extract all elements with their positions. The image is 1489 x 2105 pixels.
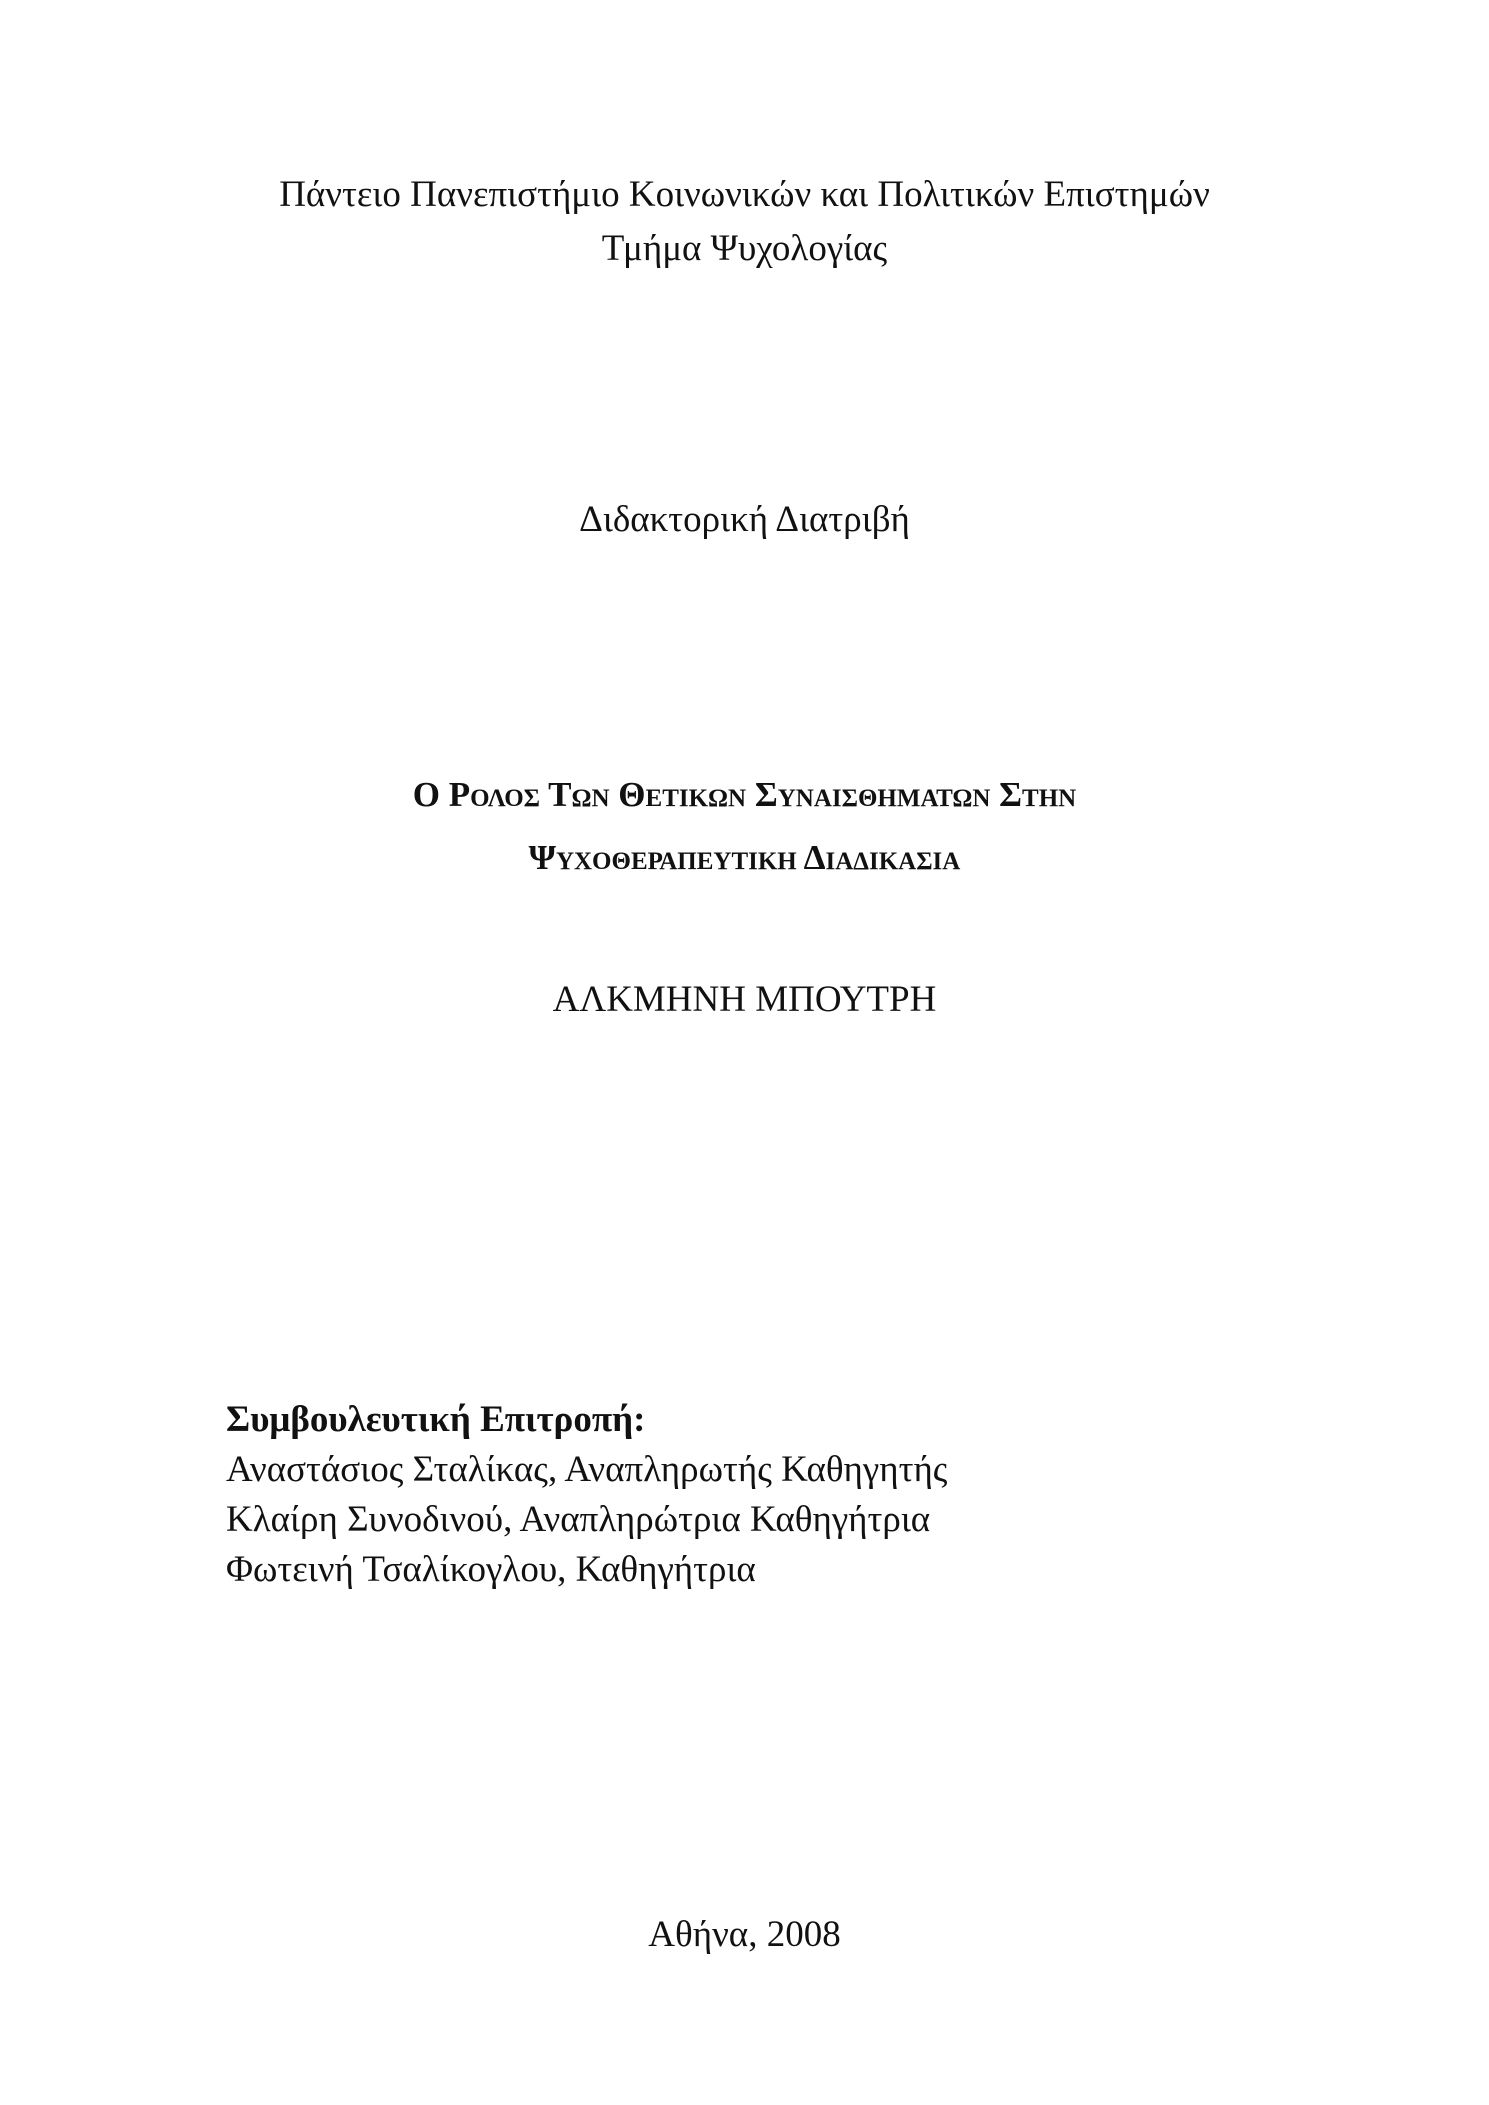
document-type: Διδακτορική Διατριβή <box>579 499 910 540</box>
department-name: Τμήμα Ψυχολογίας <box>601 228 888 269</box>
thesis-title-line-1: Ο Ρολος Των Θετικων Συναισθηματων Στην <box>412 775 1077 814</box>
thesis-title-line-2: Ψυχοθεραπευτικη Διαδικασια <box>528 838 961 877</box>
author-name: ΑΛΚΜΗΝΗ ΜΠΟΥΤΡΗ <box>552 979 937 1020</box>
committee-member: Φωτεινή Τσαλίκογλου, Καθηγήτρια <box>226 1549 756 1590</box>
committee-heading: Συμβουλευτική Επιτροπή: <box>226 1399 646 1440</box>
advisory-committee <box>226 1395 1326 1595</box>
committee-member: Κλαίρη Συνοδινού, Αναπληρώτρια Καθηγήτρια <box>226 1499 931 1540</box>
place-and-date: Αθήνα, 2008 <box>648 1914 841 1955</box>
university-name: Πάντειο Πανεπιστήμιο Κοινωνικών και Πολιτικών Επιστημών <box>279 174 1210 215</box>
committee-member: Αναστάσιος Σταλίκας, Αναπληρωτής Καθηγητής <box>226 1449 948 1490</box>
